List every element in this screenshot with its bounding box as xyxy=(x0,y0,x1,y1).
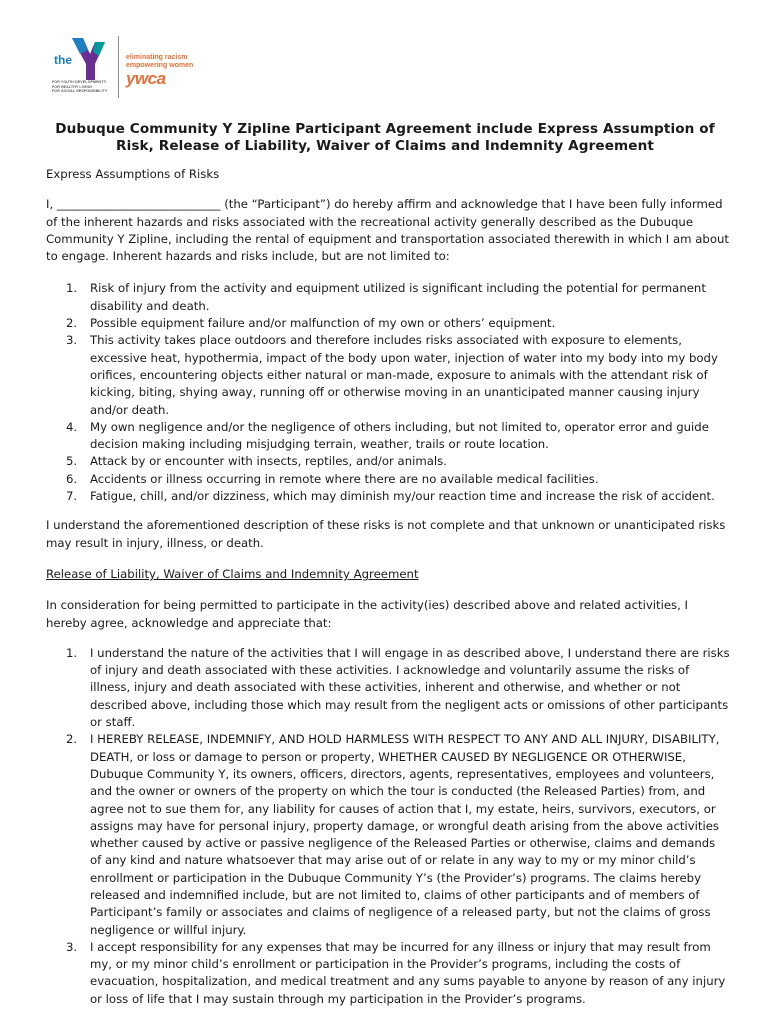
ymca-tagline-line: FOR HEALTHY LIVING xyxy=(52,84,93,89)
section1-heading: Express Assumptions of Risks xyxy=(46,167,220,181)
list-item-text: Risk of injury from the activity and equipment utilized is significant including the potential for permanent disability and death. xyxy=(90,281,706,313)
risk-list xyxy=(46,280,730,505)
list-item-text: I understand the nature of the activities that I will engage in as described above, I understand there are risks of injury and death associated with these activities. I acknowledge and voluntarily assume the risks of illness, injury and death associated with these activities, inherent and otherwise, and whether or not described above, including those which may result from the negligent acts or omissions of other participants or staff. xyxy=(90,645,730,730)
y-logo-text: the xyxy=(54,53,72,67)
list-item xyxy=(46,731,730,939)
ymca-tagline xyxy=(52,80,122,94)
list-item xyxy=(46,332,730,418)
list-item-text: I accept responsibility for any expenses that may be incurred for any illness or injury that may result from my, or my minor child’s enrollment or participation in the Provider’s programs, including the costs of evacuation, hospitalization, and medical treatment and any sums payable to anyone by reason of any injury or loss of life that I may sustain through my participation in the Provider’s programs. xyxy=(90,939,726,1006)
list-number: 2. xyxy=(66,732,78,747)
list-item xyxy=(46,315,730,332)
list-item xyxy=(46,453,730,470)
list-item xyxy=(46,939,730,1008)
list-item xyxy=(46,419,730,454)
release-list xyxy=(46,645,730,1008)
ymca-tagline-line: FOR YOUTH DEVELOPMENT® xyxy=(52,80,107,84)
document-body xyxy=(46,166,730,1008)
section2-intro: In consideration for being permitted to participate in the activity(ies) described above and related activities, I hereby agree, acknowledge and appreciate that: xyxy=(46,598,688,630)
list-item-text: My own negligence and/or the negligence of others including, but not limited to, operator error and guide decision making including misjudging terrain, weather, trails or route location. xyxy=(90,419,709,452)
list-number: 5. xyxy=(66,454,78,469)
section2-heading: Release of Liability, Waiver of Claims and Indemnity Agreement xyxy=(46,566,419,581)
ymca-tagline-line: FOR SOCIAL RESPONSIBILITY xyxy=(52,89,108,94)
list-item-text: This activity takes place outdoors and therefore includes risks associated with exposure to elements, excessive heat, hypothermia, impact of the body upon water, injection of water into my body into my body orifices, encountering objects either natural or man-made, exposure to animals with the attendant risk of kicking, biting, shying away, running off or otherwise moving in an unanticipated manner causing injury and/or death. xyxy=(90,333,718,417)
list-item xyxy=(46,471,730,488)
list-item-text: Accidents or illness occurring in remote where there are no available medical facilities. xyxy=(90,471,599,486)
list-item-text: Attack by or encounter with insects, reptiles, and/or animals. xyxy=(90,454,447,469)
ywca-wordmark: ywca xyxy=(126,69,166,88)
list-item xyxy=(46,645,730,731)
list-number: 1. xyxy=(66,281,78,296)
ymca-y-logo-icon xyxy=(52,34,112,82)
list-item-text: Possible equipment failure and/or malfunction of my own or others’ equipment. xyxy=(90,316,556,331)
section1-closing: I understand the aforementioned description of these risks is not complete and that unknown or unanticipated risks may result in injury, illness, or death. xyxy=(46,518,726,550)
header-logos xyxy=(52,34,212,102)
ywca-tagline-2: empowering women xyxy=(126,62,194,69)
section1-intro: I, ____________________________ (the “Participant”) do hereby affirm and acknowledge that I have been fully informed of the inherent hazards and risks associated with the recreational activity generally described as the Dubuque Community Y Zipline, including the rental of equipment and transportation associated therewith in which I am about to engage. Inherent hazards and risks include, but are not limited to: xyxy=(46,197,729,264)
logo-divider xyxy=(118,36,119,98)
ywca-tagline-1: eliminating racism xyxy=(126,54,188,61)
list-number: 1. xyxy=(66,645,78,660)
list-number: 3. xyxy=(66,333,78,348)
list-number: 2. xyxy=(66,316,78,331)
list-number: 6. xyxy=(66,471,78,486)
list-item-text: I HEREBY RELEASE, INDEMNIFY, AND HOLD HARMLESS WITH RESPECT TO ANY AND ALL INJURY, DISABILITY, DEATH, or loss or damage to person or property, WHETHER CAUSED BY NEGLIGENCE OR OTHERWISE, Dubuque Community Y, its owners, officers, directors, agents, representatives, employees and volunteers, and the owner or owners of the property on which the tour is conducted (the Released Parties) from, and agree not to sue them for, any liability for causes of action that I, my estate, heirs, survivors, executors, or assigns may have for personal injury, property damage, or wrongful death arising from the above activities whether caused by active or passive negligence of the Released Parties or otherwise, claims and demands of any kind and nature whatsoever that may arise out of or relate in any way to my or my minor child’s enrollment or participation in the Dubuque Community Y’s (the Provider’s) programs. The claims hereby released and indemnified include, but are not limited to, claims of other participants and of members of Participant’s family or associates and claims of negligence of a released party, but not the claims of gross negligence or willful injury. xyxy=(90,732,720,937)
document-title: Dubuque Community Y Zipline Participant Agreement include Express Assumption of Risk, Release of Liability, Waiver of Claims and Indemnity Agreement xyxy=(55,121,715,154)
list-item xyxy=(46,488,730,505)
list-item-text: Fatigue, chill, and/or dizziness, which may diminish my/our reaction time and increase the risk of accident. xyxy=(90,489,715,504)
list-number: 7. xyxy=(66,489,78,504)
list-item xyxy=(46,280,730,315)
list-number: 4. xyxy=(66,419,78,434)
ywca-logo xyxy=(126,54,193,87)
list-number: 3. xyxy=(66,939,78,954)
